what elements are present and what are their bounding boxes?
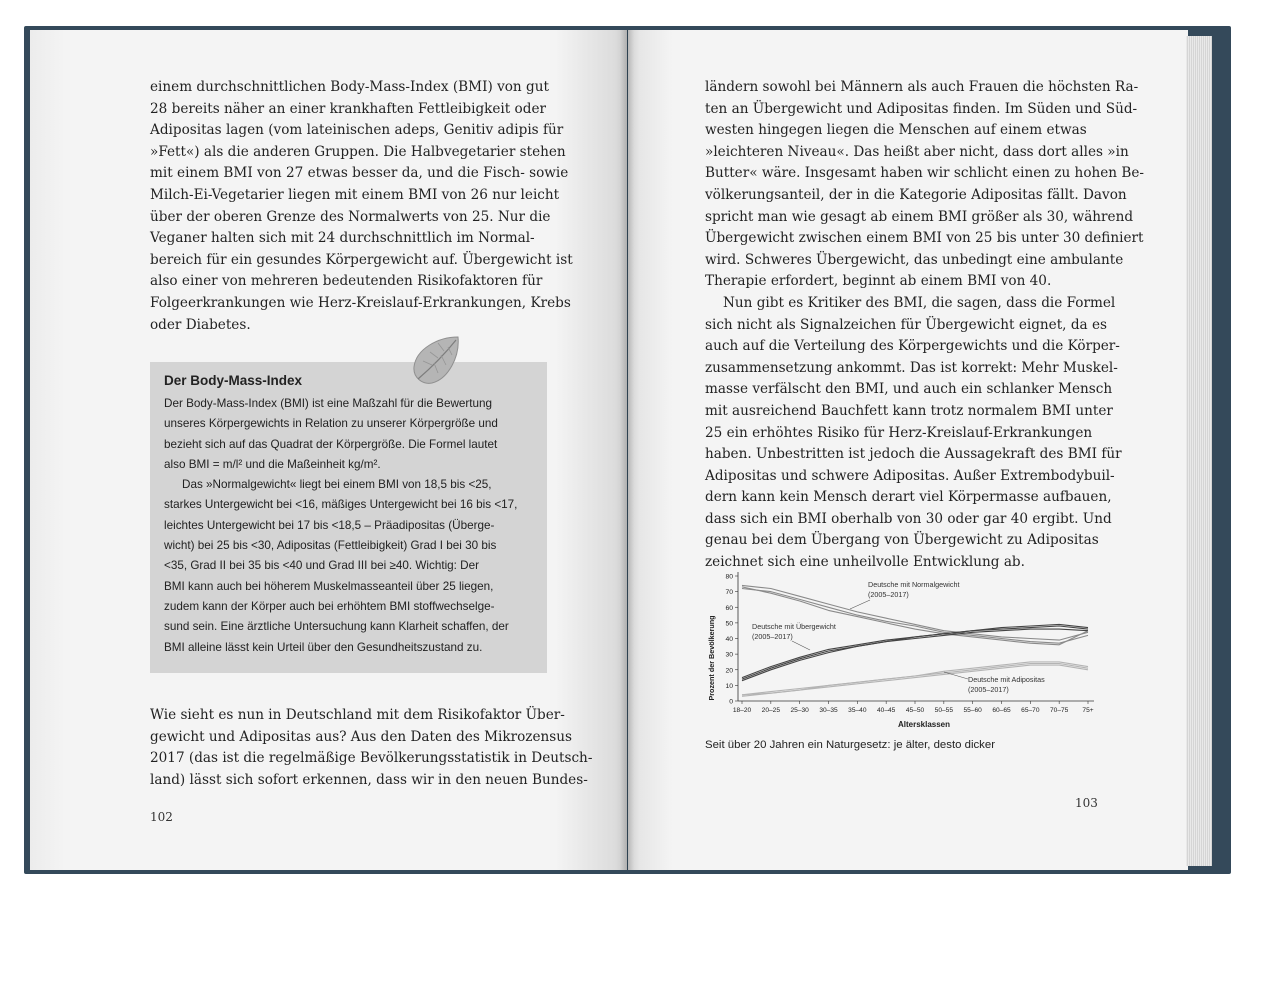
annotation-over-line2: (2005–2017)	[752, 632, 793, 641]
series-line-6	[742, 624, 1088, 679]
chart-caption: Seit über 20 Jahren ein Naturgesetz: je älter, desto dicker	[705, 739, 995, 751]
text-line: wird. Schweres Übergewicht, das unbedingt eine ambulante	[705, 251, 1124, 268]
series-line-4	[742, 626, 1088, 678]
page-edges	[1186, 36, 1212, 866]
box-line: also BMI = m/l² und die Maßeinheit kg/m².	[164, 457, 381, 471]
y-tick-label: 20	[725, 667, 733, 675]
text-line: ten an Übergewicht und Adipositas finden. Im Süden und Süd-	[705, 100, 1138, 117]
right-paragraph-1	[705, 77, 1145, 574]
box-line: starkes Untergewicht bei <16, mäßiges Untergewicht bei 16 bis <17,	[164, 498, 518, 512]
box-line: Das »Normalgewicht« liegt bei einem BMI von 18,5 bis <25,	[182, 478, 492, 492]
annotation-over-pointer	[792, 641, 810, 650]
text-line: ländern sowohl bei Männern als auch Frauen die höchsten Ra-	[705, 79, 1139, 95]
x-tick-label: 70–75	[1049, 707, 1069, 714]
x-tick-label: 20–25	[761, 707, 781, 714]
text-line: Butter« wäre. Insgesamt haben wir schlicht einen zu hohen Be-	[705, 165, 1145, 182]
chart-xlabel: Altersklassen	[897, 720, 951, 729]
y-tick-label: 0	[729, 698, 733, 706]
text-line: »leichteren Niveau«. Das heißt aber nicht, dass dort alles »in	[705, 143, 1129, 160]
text-line: Veganer halten sich mit 24 durchschnittlich im Normal-	[150, 230, 535, 247]
text-line: »Fett«) als die anderen Gruppen. Die Halbvegetarier stehen	[150, 143, 566, 160]
x-tick-label: 30–35	[819, 707, 838, 714]
x-tick-label: 18–20	[732, 707, 752, 714]
y-tick-label: 70	[725, 589, 733, 597]
series-line-1	[742, 585, 1088, 640]
box-line: bezieht sich auf das Quadrat der Körpergröße. Die Formel lautet	[164, 437, 498, 451]
annotation-normal-pointer	[850, 600, 870, 609]
box-line: sund sein. Eine ärztliche Untersuchung kann Klarheit schaffen, der	[164, 620, 509, 634]
box-line: zudem kann der Körper auch bei erhöhtem BMI stoffwechselge-	[164, 599, 495, 613]
text-line: dern kann kein Mensch derart viel Körpermasse aufbauen,	[705, 489, 1112, 506]
x-tick-label: 55–60	[963, 707, 982, 714]
x-tick-label: 25–30	[790, 707, 809, 714]
info-box-text	[164, 394, 533, 658]
left-paragraph-1	[150, 77, 573, 336]
series-line-2	[742, 589, 1088, 644]
x-tick-label: 40–45	[876, 707, 896, 714]
box-line: wicht) bei 25 bis <30, Adipositas (Fettleibigkeit) Grad I bei 30 bis	[164, 539, 497, 553]
text-line: mit ausreichend Bauchfett kann trotz normalem BMI unter	[705, 402, 1113, 419]
text-line: Therapie erfordert, beginnt ab einem BMI von 40.	[705, 273, 1052, 290]
annotation-over-line1: Deutsche mit Übergewicht	[752, 622, 836, 631]
leaf-icon	[408, 333, 464, 387]
text-line: oder Diabetes.	[150, 316, 251, 333]
text-line: masse verfälscht den BMI, und auch ein schlanker Mensch	[705, 381, 1113, 398]
text-line: mit einem BMI von 27 etwas besser da, und die Fisch- sowie	[150, 165, 569, 182]
y-tick-label: 50	[725, 620, 733, 628]
text-line: haben. Unbestritten ist jedoch die Aussagekraft des BMI für	[705, 446, 1122, 463]
box-line: <35, Grad II bei 35 bis <40 und Grad III bei ≥40. Wichtig: Der	[164, 559, 480, 573]
box-line: BMI kann auch bei höherem Muskelmasseanteil über 25 liegen,	[164, 579, 494, 593]
text-line: einem durchschnittlichen Body-Mass-Index (BMI) von gut	[150, 79, 549, 95]
text-line: Adipositas und schwere Adipositas. Außer Extrembodybuil-	[705, 467, 1115, 484]
info-box-title: Der Body-Mass-Index	[164, 373, 303, 388]
text-line: auch auf die Verteilung des Körpergewichts und die Körper-	[705, 338, 1120, 355]
text-line: Adipositas lagen (vom lateinischen adeps, Genitiv adipis für	[150, 122, 564, 139]
text-line: 2017 (das ist die regelmäßige Bevölkerungsstatistik in Deutsch-	[150, 750, 593, 767]
text-line: Übergewicht zwischen einem BMI von 25 bis unter 30 definiert	[705, 230, 1144, 247]
annotation-adip-line1: Deutsche mit Adipositas	[968, 675, 1045, 684]
chart-axes	[725, 572, 1094, 714]
x-tick-label: 60–65	[992, 707, 1011, 714]
text-line: über der oberen Grenze des Normalwerts von 25. Nur die	[150, 208, 551, 225]
text-line: Milch-Ei-Vegetarier liegen mit einem BMI von 26 nur leicht	[150, 186, 560, 203]
page-number-right: 103	[1075, 796, 1098, 810]
text-line: Nun gibt es Kritiker des BMI, die sagen, dass die Formel	[723, 294, 1116, 311]
x-tick-label: 65–70	[1021, 707, 1040, 714]
left-paragraph-2	[150, 705, 593, 791]
y-tick-label: 60	[725, 604, 733, 612]
x-tick-label: 75+	[1082, 707, 1094, 714]
box-line: unseres Körpergewichts in Relation zu unserer Körpergröße und	[164, 417, 498, 431]
text-line: dass sich ein BMI oberhalb von 30 oder gar 40 ergibt. Und	[705, 510, 1112, 527]
text-line: 28 bereits näher an einer krankhaften Fettleibigkeit oder	[150, 100, 546, 117]
text-line: gewicht und Adipositas aus? Aus den Daten des Mikrozensus	[150, 728, 572, 745]
text-line: genau bei dem Übergang von Übergewicht zu Adipositas	[705, 532, 1099, 549]
text-line: Folgeerkrankungen wie Herz-Kreislauf-Erkrankungen, Krebs	[150, 294, 571, 311]
y-tick-label: 40	[725, 636, 733, 643]
text-line: also einer von mehreren bedeutenden Risikofaktoren für	[150, 273, 543, 290]
text-line: zusammensetzung ankommt. Das ist korrekt: Mehr Muskel-	[705, 359, 1118, 376]
text-line: Wie sieht es nun in Deutschland mit dem Risikofaktor Über-	[150, 707, 565, 723]
box-line: leichtes Untergewicht bei 17 bis <18,5 – Präadipositas (Überge-	[164, 518, 495, 532]
box-line: BMI alleine lässt kein Urteil über den Gesundheitszustand zu.	[164, 640, 483, 654]
x-tick-label: 45–50	[905, 707, 925, 714]
text-line: zeichnet sich eine unheilvolle Entwicklung ab.	[705, 554, 1025, 571]
bmi-line-chart	[700, 566, 1100, 736]
text-line: spricht man wie gesagt ab einem BMI größer als 30, während	[705, 208, 1134, 225]
box-line: Der Body-Mass-Index (BMI) ist eine Maßzahl für die Bewertung	[164, 397, 493, 410]
series-line-3	[742, 587, 1088, 645]
text-line: westen hingegen liegen die Menschen auf einem etwas	[705, 122, 1087, 139]
annotation-normal-line2: (2005–2017)	[868, 590, 909, 599]
annotation-normal-line1: Deutsche mit Normalgewicht	[868, 580, 960, 589]
text-line: 25 ein erhöhtes Risiko für Herz-Kreislauf-Erkrankungen	[705, 424, 1093, 441]
text-line: völkerungsanteil, der in die Kategorie Adipositas fällt. Davon	[705, 186, 1127, 203]
page-number-left: 102	[150, 810, 173, 824]
y-tick-label: 10	[725, 682, 733, 690]
text-line: land) lässt sich sofort erkennen, dass wir in den neuen Bundes-	[150, 771, 588, 788]
y-tick-label: 30	[725, 651, 733, 659]
annotation-adip-line2: (2005–2017)	[968, 685, 1009, 694]
text-line: sich nicht als Signalzeichen für Übergewicht eignet, da es	[705, 316, 1107, 333]
spine-shadow	[620, 30, 634, 870]
x-tick-label: 35–40	[848, 707, 867, 714]
chart-ylabel: Prozent der Bevölkerung	[707, 615, 716, 701]
y-tick-label: 80	[725, 573, 733, 581]
text-line: bereich für ein gesundes Körpergewicht auf. Übergewicht ist	[150, 251, 573, 268]
x-tick-label: 50–55	[934, 707, 954, 714]
